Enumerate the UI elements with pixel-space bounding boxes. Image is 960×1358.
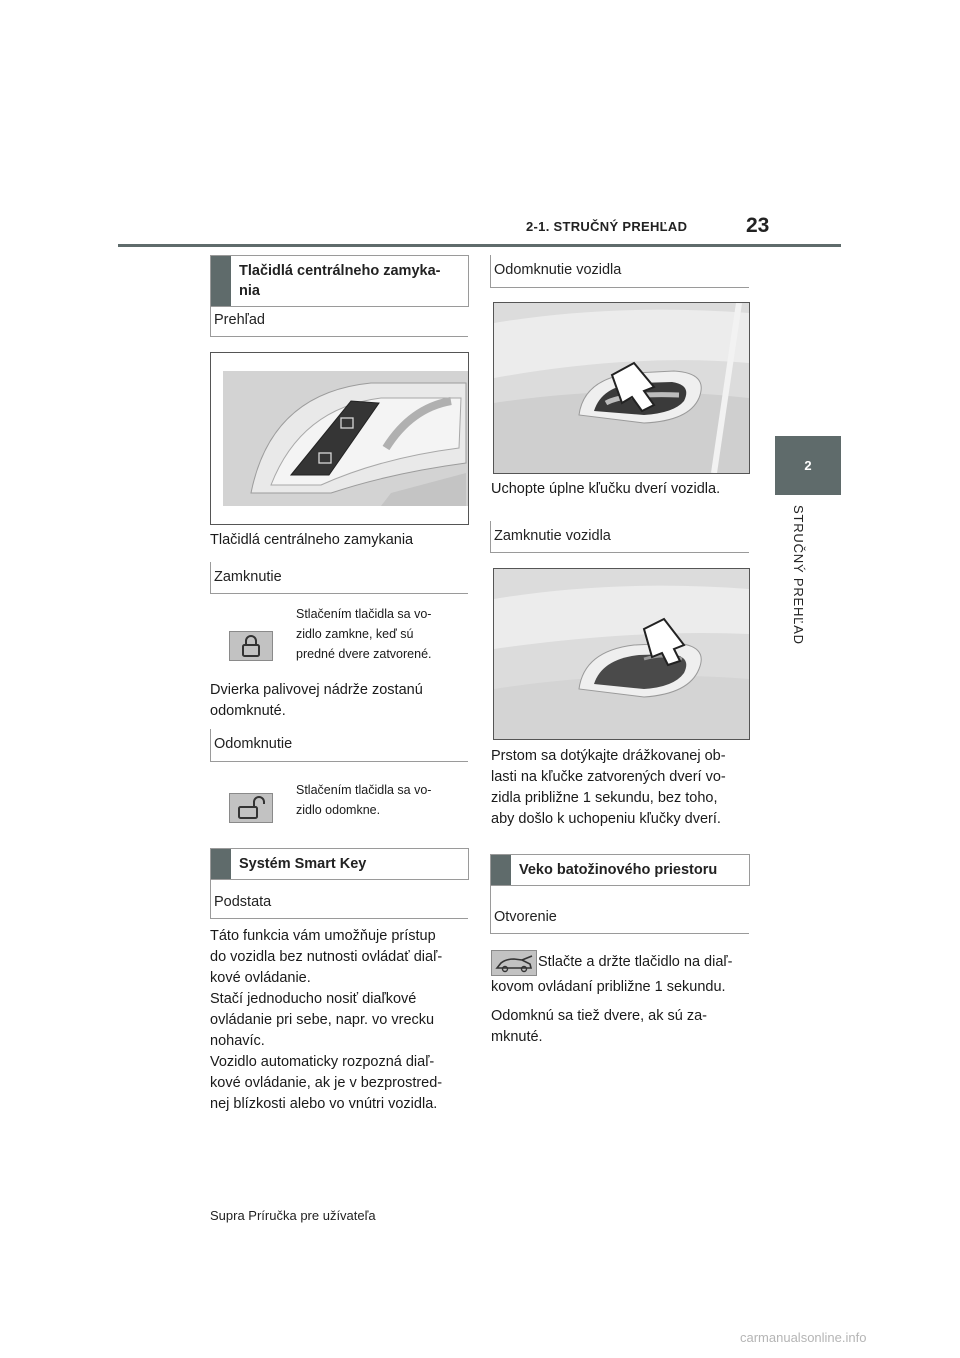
chapter-tab xyxy=(775,436,841,495)
section-box-title: Systém Smart Key xyxy=(239,856,367,872)
door-handle-illustration xyxy=(211,353,468,524)
section-title: 2-1. STRUČNÝ PREHĽAD xyxy=(526,219,688,234)
watermark: carmanualsonline.info xyxy=(740,1330,867,1345)
door-handle-grip-illustration xyxy=(494,303,749,473)
footer-text: Supra Príručka pre užívateľa xyxy=(210,1208,376,1223)
header-rule xyxy=(118,244,841,247)
trunk-button-icon xyxy=(491,950,537,976)
section-box-central-locking xyxy=(210,255,469,307)
unlock-description: Stlačením tlačidla sa vo- zidlo odomkne. xyxy=(296,783,432,817)
door-handle-touch-illustration xyxy=(494,569,749,739)
lock-button-icon xyxy=(229,631,273,661)
unlock-heading: Odomknutie xyxy=(214,736,293,752)
trunk-instruction-line-1: Stlačte a držte tlačidlo na diaľ- xyxy=(538,954,733,970)
unlock-vehicle-caption: Uchopte úplne kľučku dverí vozidla. xyxy=(491,481,721,497)
lock-vehicle-heading: Zamknutie vozidla xyxy=(494,528,611,544)
lock-description: Stlačením tlačidla sa vo- zidlo zamkne, keď sú predné dvere zatvorené. xyxy=(296,607,432,661)
unlock-vehicle-heading: Odomknutie vozidla xyxy=(494,262,622,278)
page-number: 23 xyxy=(746,214,770,237)
section-box-smart-key xyxy=(210,848,469,880)
smart-key-paragraph-3: Vozidlo automaticky rozpozná diaľ- kové ovládanie, ak je v bezprostred- nej blízkosti alebo vo vnútri vozidla. xyxy=(210,1054,443,1112)
section-box-trunk-lid xyxy=(490,854,750,886)
basis-heading: Podstata xyxy=(214,894,272,910)
chapter-label: STRUČNÝ PREHĽAD xyxy=(791,505,806,645)
car-trunk-icon xyxy=(492,951,536,975)
lock-vehicle-caption: Prstom sa dotýkajte drážkovanej ob- lasti na kľučke zatvorených dverí vo- zidla približne 1 sekundu, bez toho, aby došlo k uchopeniu kľučky dverí. xyxy=(491,748,726,827)
unlock-button-icon xyxy=(229,793,273,823)
trunk-instruction-line-2: kovom ovládaní približne 1 sekundu. xyxy=(491,979,726,995)
lock-note: Dvierka palivovej nádrže zostanú odomknuté. xyxy=(210,682,423,719)
unlock-vehicle-figure xyxy=(493,302,750,474)
section-box-title: Veko batožinového priestoru xyxy=(519,862,718,878)
opening-heading: Otvorenie xyxy=(494,909,557,925)
section-box-title: Tlačidlá centrálneho zamyka- nia xyxy=(239,263,441,299)
overview-heading: Prehľad xyxy=(214,312,265,328)
central-locking-buttons-figure xyxy=(210,352,469,525)
unlock-icon xyxy=(230,794,272,822)
chapter-tab-number: 2 xyxy=(804,458,812,473)
lock-icon xyxy=(230,632,272,660)
smart-key-paragraph-1: Táto funkcia vám umožňuje prístup do vozidla bez nutnosti ovládať diaľ- kové ovládanie. xyxy=(210,928,443,986)
lock-vehicle-figure xyxy=(493,568,750,740)
lock-heading: Zamknutie xyxy=(214,569,282,585)
trunk-instruction-paragraph: Odomknú sa tiež dvere, ak sú za- mknuté. xyxy=(491,1008,707,1045)
figure-caption: Tlačidlá centrálneho zamykania xyxy=(210,532,414,548)
smart-key-paragraph-2: Stačí jednoducho nosiť diaľkové ovládanie pri sebe, napr. vo vrecku nohavíc. xyxy=(210,991,435,1049)
